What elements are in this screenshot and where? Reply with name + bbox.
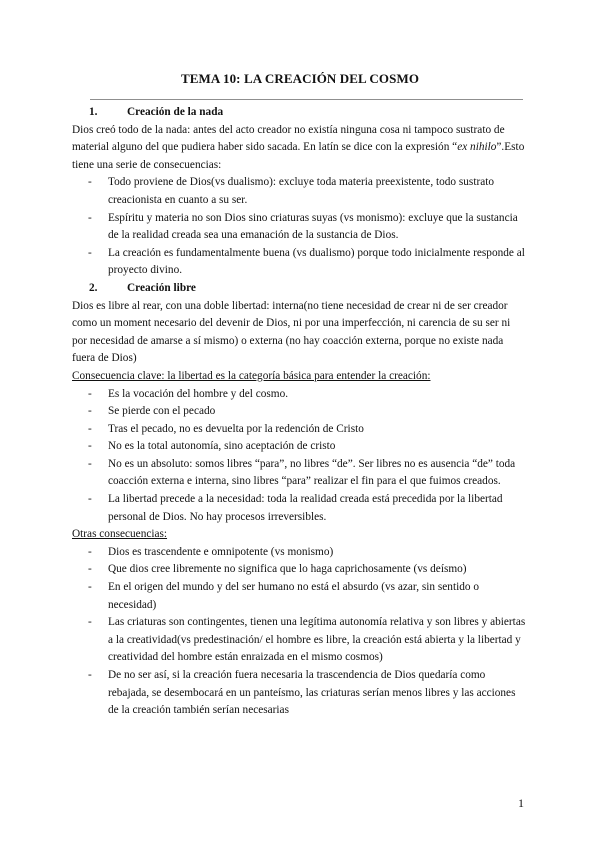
document-body: [72, 104, 528, 720]
list-item: - Se pierde con el pecado: [108, 403, 528, 421]
key-consequence-list: [72, 386, 528, 527]
section-1-list: [72, 174, 528, 280]
intro-text-end: ”.Esto tiene una serie de consecuencias:: [72, 141, 525, 171]
list-item: - La creación es fundamentalmente buena (vs dualismo) porque todo inicialmente responde al proyecto divino.: [108, 245, 528, 280]
list-item: - Espíritu y materia no son Dios sino criaturas suyas (vs monismo): excluye que la sustancia de la realidad creada sea una emanación de la sustancia de Dios.: [108, 210, 528, 245]
other-consequences-list: [72, 544, 528, 720]
list-item: - Dios es trascendente e omnipotente (vs monismo): [108, 544, 528, 562]
page-title: TEMA 10: LA CREACIÓN DEL COSMO: [180, 71, 420, 86]
page-number: 1: [518, 796, 524, 810]
section-heading-text: Creación de la nada: [127, 106, 224, 118]
other-consequences-heading: Otras consecuencias:: [72, 528, 168, 541]
section-heading-1: [72, 104, 528, 122]
list-item: - La libertad precede a la necesidad: toda la realidad creada está precedida por la libertad personal de Dios. No hay procesos irreversibles.: [108, 491, 528, 526]
intro-text: Dios creó todo de la nada: antes del acto creador no existía ninguna cosa ni tampoco sustrato de material alguno del que pudiera haber sido sacada. En latín se dice con la expresión “: [72, 123, 505, 154]
section-number: 2.: [89, 281, 98, 294]
section-1-intro: [72, 122, 528, 175]
list-item: - No es la total autonomía, sino aceptación de cristo: [108, 438, 528, 456]
list-item: - Que dios cree libremente no significa que lo haga caprichosamente (vs deísmo): [108, 561, 528, 579]
latin-term: ex nihilo: [457, 141, 497, 154]
list-item: - Es la vocación del hombre y del cosmo.: [108, 386, 528, 404]
key-consequence-heading: Consecuencia clave: la libertad es la categoría básica para entender la creación:: [72, 369, 431, 382]
list-item: - No es un absoluto: somos libres “para”, no libres “de”. Ser libres no es ausencia “de” toda coacción externa e interna, sino libres “para” realizar el fin para el que fuimos creados.: [108, 456, 528, 491]
section-heading-2: [72, 280, 528, 298]
section-heading-text: Creación libre: [127, 281, 196, 294]
title-divider: [90, 99, 523, 100]
list-item: - Todo proviene de Dios(vs dualismo): excluye toda materia preexistente, todo sustrato creacionista en cuanto a su ser.: [108, 174, 528, 209]
section-2-intro: Dios es libre al rear, con una doble libertad: interna(no tiene necesidad de crear ni de ser creador como un moment necesario del devenir de Dios, ni por una imperfección, ni carencia de su ser ni por necesidad de amarse a sí mismo) o externa (no hay coacción externa, porque no existe nada fuera de Dios): [72, 299, 511, 365]
list-item: - Las criaturas son contingentes, tienen una legítima autonomía relativa y son libres y abiertas a la creatividad(vs predestinación/ el hombre es libre, la creación está abierta y la libertad y creatividad del hombre están enraizada en el mismo cosmos): [108, 614, 528, 667]
list-item: - Tras el pecado, no es devuelta por la redención de Cristo: [108, 421, 528, 439]
section-number: 1.: [89, 106, 98, 118]
list-item: - En el origen del mundo y del ser humano no está el absurdo (vs azar, sin sentido o necesidad): [108, 579, 528, 614]
list-item: - De no ser así, si la creación fuera necesaria la trascendencia de Dios quedaría como rebajada, se desembocará en un panteísmo, las criaturas serían menos libres y las acciones de la creación también serían necesarias: [108, 667, 528, 720]
